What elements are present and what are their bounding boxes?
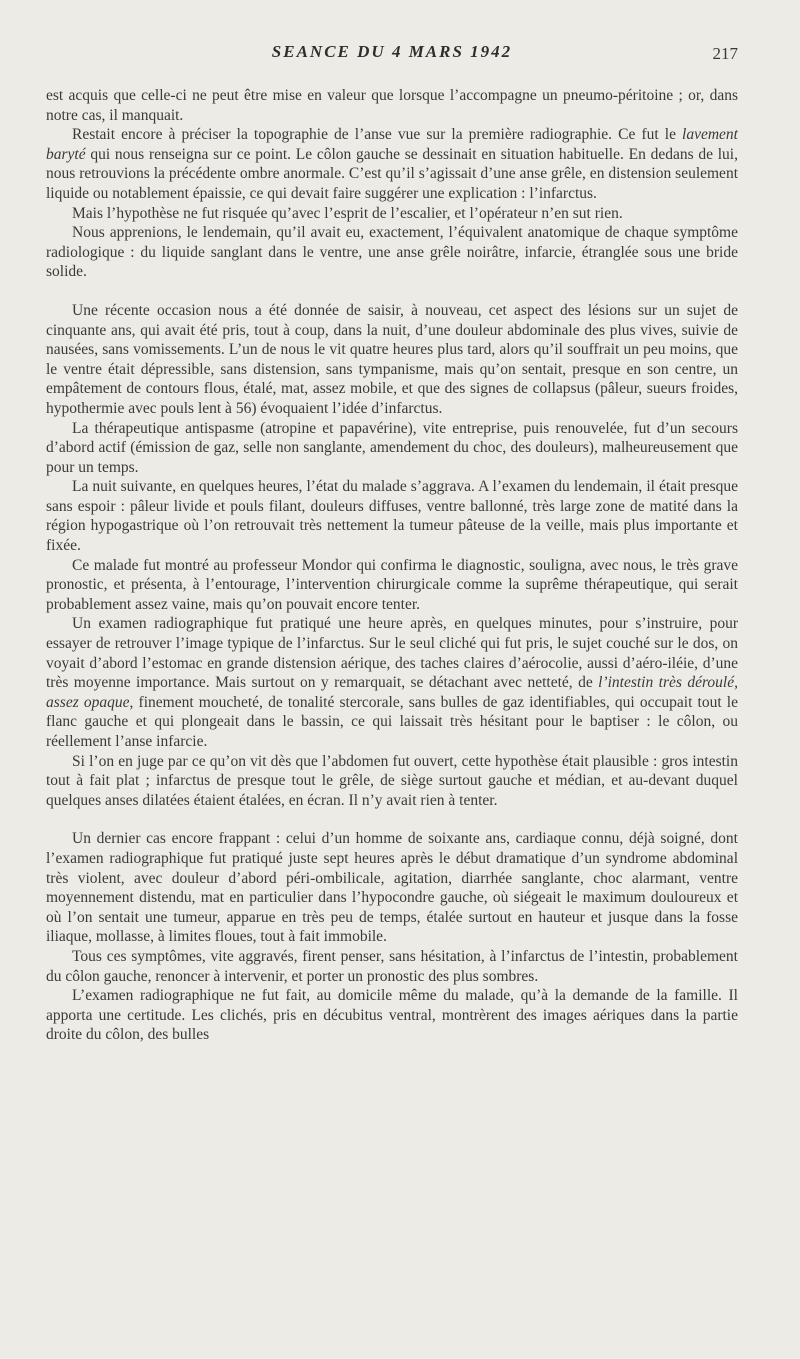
page-number: 217 (712, 44, 738, 63)
paragraph: Mais l’hypothèse ne fut risquée qu’avec l’esprit de l’escalier, et l’opérateur n’en sut rien. (72, 204, 623, 222)
paragraph (46, 614, 738, 751)
section-gap (46, 810, 738, 829)
paragraph (46, 125, 738, 203)
paragraph-text: Un examen radiographique fut pratiqué une heure après, en quelques minutes, pour s’instruire, pour essayer de retrouver l’image typique de l’infarctus. Sur le seul cliché qui fut pris, le sujet couché sur le dos, on voyait d’abord l’estomac en grande distension aérique, des taches claires d’aérocolie, aussi d’aéro-iléie, d’une très moyenne importance. Mais surtout on y remarquait, se détachant avec netteté, de (46, 615, 738, 692)
paragraph: est acquis que celle-ci ne peut être mise en valeur que lorsque l’accompagne un pneumo-péritoine ; or, dans notre cas, il manquait. (46, 87, 738, 124)
emphasis-text: lavement baryté (46, 126, 738, 163)
paragraph: Un dernier cas encore frappant : celui d’un homme de soixante ans, cardiaque connu, déjà soigné, dont l’examen radiographique fut pratiqué juste sept heures après le début dramatique d’un syndrome abdominal très violent, avec douleur d’abord péri-ombilicale, agitation, diarrhée sanglante, choc alarmant, ventre moyennement distendu, mat en particulier dans l’hypocondre gauche, où siégeait le maximum douloureux et où l’on sentait une tumeur, apparue en très peu de temps, étalée surtout en hauteur et jusque dans la fosse iliaque, mollasse, à limites floues, tout à fait immobile. (46, 830, 738, 946)
paragraph: Tous ces symptômes, vite aggravés, firent penser, sans hésitation, à l’infarctus de l’intestin, probablement du côlon gauche, renoncer à intervenir, et porter un pronostic des plus sombres. (46, 947, 738, 985)
page-header (46, 42, 738, 68)
paragraph: La nuit suivante, en quelques heures, l’état du malade s’aggrava. A l’examen du lendemain, il était presque sans espoir : pâleur livide et pouls filant, douleurs diffuses, ventre ballonné, très large zone de matité dans la région hypogastrique où l’on retrouvait très nettement la tumeur pâteuse de la veille, mais plus importante et fixée. (46, 478, 738, 555)
paragraph: Si l’on en juge par ce qu’on vit dès que l’abdomen fut ouvert, cette hypothèse était plausible : gros intestin tout à fait plat ; infarctus de presque tout le grêle, de siège surtout gauche et médian, et au-devant duquel quelques anses dilatées étaient étalées, en écran. Il n’y avait rien à tenter. (46, 752, 738, 809)
paragraph-text: , finement moucheté, de tonalité stercorale, sans bulles de gaz identifiables, qui occupait tout le flanc gauche et qui plongeait dans le bassin, ce qui laissait très hésitant pour le baptiser : le côlon, ou réellement l’anse infarcie. (46, 693, 738, 750)
running-title: SEANCE DU 4 MARS 1942 (271, 42, 513, 61)
paragraph: L’examen radiographique ne fut fait, au domicile même du malade, qu’à la demande de la famille. Il apporta une certitude. Les clichés, pris en décubitus ventral, montrèrent des images aériques dans la partie droite du côlon, des bulles (46, 987, 738, 1044)
emphasis-text: l’intestin très déroulé, assez opaque (46, 674, 738, 711)
paragraph: Nous apprenions, le lendemain, qu’il avait eu, exactement, l’équivalent anatomique de chaque symptôme radiologique : du liquide sanglant dans le ventre, une anse grêle noirâtre, infarcie, étranglée sous une bride solide. (46, 224, 738, 281)
paragraph: Ce malade fut montré au professeur Mondor qui confirma le diagnostic, souligna, avec nous, le très grave pronostic, et présenta, à l’entourage, l’intervention chirurgicale comme la suprême thérapeutique, qui serait probablement assez vaine, mais qu’on pouvait encore tenter. (46, 556, 738, 613)
paragraph-text: Restait encore à préciser la topographie de l’anse vue sur la première radiographie. Ce fut le (72, 126, 683, 144)
article-body (46, 86, 738, 1045)
paragraph-text: qui nous renseigna sur ce point. Le côlon gauche se dessinait en situation habituelle. En dedans de lui, nous retrouvions la précédente ombre anormale. C’est qu’il s’agissait d’une anse grêle, en distension seulement liquide ou notablement épaissie, ce qui devait faire suggérer une explication : l’infarctus. (46, 145, 738, 202)
paragraph: Une récente occasion nous a été donnée de saisir, à nouveau, cet aspect des lésions sur un sujet de cinquante ans, qui avait été pris, tout à coup, dans la nuit, d’une douleur abdominale des plus vives, suivie de nausées, sans vomissements. L’un de nous le vit quatre heures plus tard, alors qu’il souffrait un peu moins, que le ventre était dépressible, sans distension, sans tympanisme, mais qu’on sentait, presque en son centre, un empâtement de contours flous, étalé, mat, assez mobile, et que des signes de collapsus (pâleur, sueurs froides, hypothermie avec pouls lent à 56) évoquaient l’idée d’infarctus. (46, 301, 738, 417)
section-gap (46, 282, 738, 301)
paragraph: La thérapeutique antispasme (atropine et papavérine), vite entreprise, puis renouvelée, fut d’un secours d’abord actif (émission de gaz, selle non sanglante, amendement du choc, des douleurs), malheureusement que pour un temps. (46, 419, 738, 476)
